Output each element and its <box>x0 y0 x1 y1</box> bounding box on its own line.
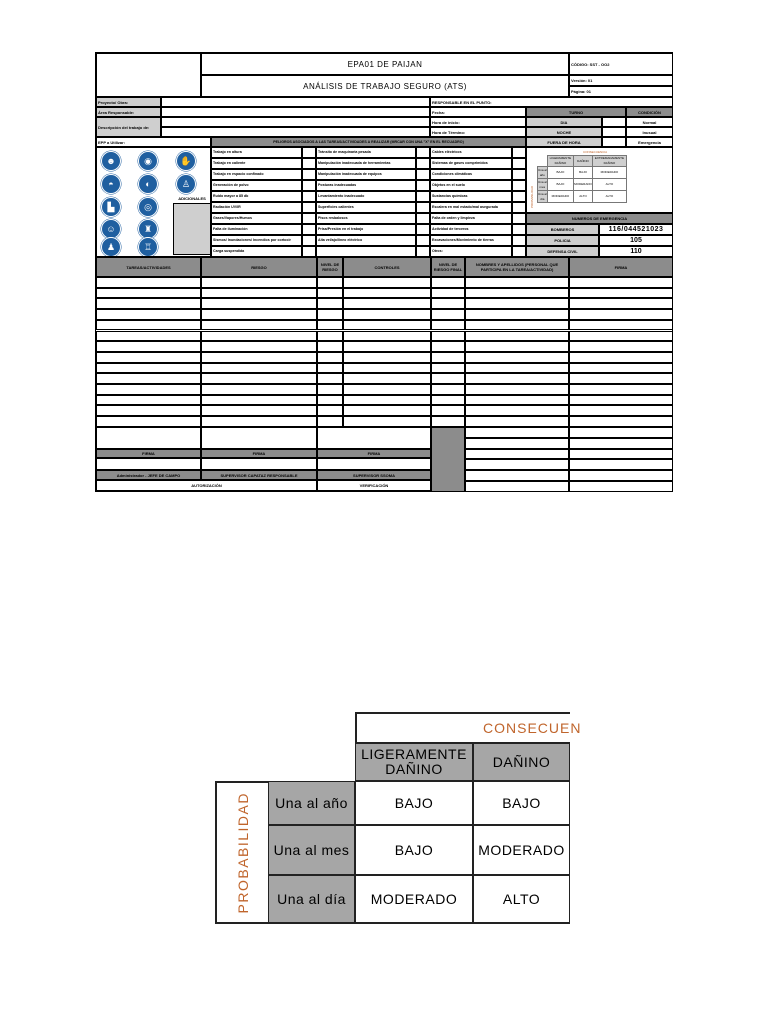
table-cell[interactable] <box>317 331 343 342</box>
adicionales-label: ADICIONALES <box>178 195 206 201</box>
table-cell[interactable] <box>431 405 465 416</box>
ear-protection-icon: ◐ <box>138 174 158 194</box>
hazard-check[interactable] <box>302 169 316 180</box>
hazard-label: Manipulación inadecuada de herramientas <box>316 158 416 169</box>
table-cell[interactable] <box>343 395 431 406</box>
emergency-number: 110 <box>599 246 673 257</box>
hazard-check[interactable] <box>302 191 316 202</box>
emergency-name: BOMBEROS <box>526 224 599 235</box>
turno-night: NOCHE <box>526 127 602 137</box>
participant-cell[interactable] <box>465 427 569 438</box>
mini-cell: ALTO <box>592 191 626 203</box>
table-cell[interactable] <box>317 416 343 427</box>
participant-cell[interactable] <box>465 449 569 460</box>
hazard-check[interactable] <box>512 169 526 180</box>
hazard-check[interactable] <box>512 202 526 213</box>
description-field-2[interactable] <box>161 127 430 137</box>
table-cell[interactable] <box>465 352 569 363</box>
hazard-label: Falta de iluminación <box>211 224 302 235</box>
signature-box-1[interactable] <box>96 427 201 449</box>
emergency-name: DEFENSA CIVIL <box>526 246 599 257</box>
table-cell[interactable] <box>343 405 431 416</box>
form-code: CÓDIGO: SST - OO2 <box>569 53 673 75</box>
table-cell[interactable] <box>96 352 201 363</box>
hazard-label: Sustancias químicas <box>430 191 512 202</box>
mini-cell: ALTO <box>574 191 593 203</box>
table-cell[interactable] <box>465 309 569 320</box>
table-cell[interactable] <box>465 298 569 309</box>
hazard-label: Condiciones climáticas <box>430 169 512 180</box>
table-cell[interactable] <box>569 416 673 427</box>
hazard-label: Superficies calientes <box>316 202 416 213</box>
adicionales-box <box>173 203 211 255</box>
table-cell[interactable] <box>569 405 673 416</box>
table-cell[interactable] <box>96 363 201 374</box>
row-label: Una al mes <box>268 825 355 875</box>
responsible-label: RESPONSABLE EN EL PUNTO: <box>430 97 673 107</box>
hard-hat-icon: ◓ <box>101 174 121 194</box>
table-cell[interactable] <box>465 331 569 342</box>
table-cell[interactable] <box>569 384 673 395</box>
blank <box>96 458 201 470</box>
table-cell[interactable] <box>569 395 673 406</box>
hazard-check[interactable] <box>512 213 526 224</box>
table-cell[interactable] <box>569 331 673 342</box>
gloves-icon: ✋ <box>176 151 196 171</box>
harness-icon: ☺ <box>101 219 121 239</box>
hazard-label: Excavaciones/Movimiento de tierras <box>430 235 512 246</box>
hazard-check[interactable] <box>302 235 316 246</box>
emergency-number: 116/044521023 <box>599 224 673 235</box>
table-cell[interactable] <box>343 288 431 299</box>
table-cell[interactable] <box>96 331 201 342</box>
col-risk: RIESGO <box>201 257 317 277</box>
firma-label: FIRMA <box>201 449 317 458</box>
face-shield-icon: ◎ <box>138 197 158 217</box>
table-cell[interactable] <box>431 363 465 374</box>
participant-cell[interactable] <box>569 481 673 492</box>
table-cell[interactable] <box>431 277 465 288</box>
mini-probability-label: PROBABILIDAD <box>530 185 534 208</box>
table-cell[interactable] <box>431 352 465 363</box>
col-final-risk: NIVEL DE RIESGO FINAL <box>431 257 465 277</box>
table-cell[interactable] <box>201 331 317 342</box>
table-cell[interactable] <box>465 395 569 406</box>
table-cell[interactable] <box>317 363 343 374</box>
hazard-check[interactable] <box>302 147 316 158</box>
hazard-label: Levantamiento inadecuado <box>316 191 416 202</box>
matrix-cell: BAJO <box>473 781 570 825</box>
hazard-label: Gases/Vapores/Humos <box>211 213 302 224</box>
table-cell[interactable] <box>343 416 431 427</box>
start-label: Hora de inicio: <box>430 117 526 127</box>
hazard-label: Actividad de terceros <box>430 224 512 235</box>
condition-head: CONDICIÓN <box>626 107 673 117</box>
turno-head: TURNO <box>526 107 626 117</box>
hazard-label: Objetos en el suelo <box>430 180 512 191</box>
mini-cell: BAJO <box>574 167 593 179</box>
matrix-cell: BAJO <box>355 781 473 825</box>
blank <box>317 458 431 470</box>
table-cell[interactable] <box>317 352 343 363</box>
hazard-label: Prisa/Presión en el trabajo <box>316 224 416 235</box>
turno-day-check[interactable] <box>602 117 626 127</box>
table-cell[interactable] <box>343 363 431 374</box>
table-cell[interactable] <box>465 320 569 331</box>
form-page: Página: 01 <box>569 86 673 97</box>
hazard-label: Alta vel/ajo/lineo eléctrico <box>316 235 416 246</box>
table-cell[interactable] <box>96 309 201 320</box>
mini-consequence-label: CONSECUENCIA <box>583 150 608 154</box>
table-cell[interactable] <box>465 405 569 416</box>
mini-cell: BAJO <box>547 179 573 191</box>
participant-cell[interactable] <box>569 459 673 470</box>
risk-matrix <box>215 712 582 924</box>
hazard-label: Trabajo en caliente <box>211 158 302 169</box>
table-cell[interactable] <box>431 309 465 320</box>
table-cell[interactable] <box>343 298 431 309</box>
table-cell[interactable] <box>465 373 569 384</box>
table-cell[interactable] <box>343 320 431 331</box>
form-title: EPA01 DE PAIJAN <box>201 53 569 75</box>
hazard-label: Generación de polvo <box>211 180 302 191</box>
table-cell[interactable] <box>465 384 569 395</box>
hazard-label: Cables eléctricos <box>430 147 512 158</box>
table-cell[interactable] <box>96 405 201 416</box>
mask-icon: ☻ <box>101 151 121 171</box>
condition-emergency: Emergencia <box>626 137 673 147</box>
role-admin: Administrador - JEFE DE CAMPO <box>96 470 201 480</box>
table-cell[interactable] <box>201 298 317 309</box>
mini-row-label: Una al año <box>538 167 547 177</box>
hazard-check[interactable] <box>302 180 316 191</box>
table-cell[interactable] <box>431 320 465 331</box>
probability-label: PROBABILIDAD <box>234 791 251 914</box>
table-cell[interactable] <box>431 384 465 395</box>
hazard-label: Pisos resbalosos <box>316 213 416 224</box>
turno-out-check[interactable] <box>602 137 626 147</box>
table-cell[interactable] <box>569 309 673 320</box>
hazard-label: Falta de orden y limpieza <box>430 213 512 224</box>
condition-normal: Normal <box>626 117 673 127</box>
hazard-label: Trabajo en altura <box>211 147 302 158</box>
signature-box-3[interactable] <box>317 427 431 449</box>
table-cell[interactable] <box>465 288 569 299</box>
table-cell[interactable] <box>431 331 465 342</box>
respirator-2-icon: ♖ <box>138 237 158 257</box>
hazard-label: Manipulación inadecuada de equipos <box>316 169 416 180</box>
hazard-check[interactable] <box>302 246 316 257</box>
table-cell[interactable] <box>431 416 465 427</box>
matrix-cell: MODERADO <box>473 825 570 875</box>
hazard-check[interactable] <box>416 224 430 235</box>
participant-cell[interactable] <box>569 449 673 460</box>
hazard-check[interactable] <box>416 158 430 169</box>
table-cell[interactable] <box>431 395 465 406</box>
table-cell[interactable] <box>431 373 465 384</box>
mini-head: EXTREMADAMENTE DAÑINO <box>592 156 626 167</box>
participant-cell[interactable] <box>465 438 569 449</box>
participant-cell[interactable] <box>569 470 673 481</box>
hazards-head: PELIGROS ASOCIADOS A LAS TAREAS/ACTIVIDADES A REALIZAR (MRCAR CON UNA "X" EN EL RECUADRO) <box>211 137 526 147</box>
table-cell[interactable] <box>96 277 201 288</box>
table-cell[interactable] <box>201 277 317 288</box>
participant-cell[interactable] <box>465 481 569 492</box>
area-field[interactable] <box>161 107 430 117</box>
matrix-cell: MODERADO <box>355 875 473 924</box>
table-cell[interactable] <box>96 298 201 309</box>
col-tasks: TAREAS/ACTIVIDADES <box>96 257 201 277</box>
hazard-label: Carga suspendida <box>211 246 302 257</box>
table-cell[interactable] <box>201 395 317 406</box>
table-cell[interactable] <box>465 363 569 374</box>
probability-axis <box>215 781 268 924</box>
hazard-check[interactable] <box>512 147 526 158</box>
mini-cell: MODERADO <box>547 191 573 203</box>
turno-out: FUERA DE HORA <box>526 137 602 147</box>
respirator-icon: ♜ <box>138 219 158 239</box>
table-cell[interactable] <box>465 277 569 288</box>
table-cell[interactable] <box>96 341 201 352</box>
table-cell[interactable] <box>201 309 317 320</box>
table-cell[interactable] <box>96 416 201 427</box>
table-cell[interactable] <box>201 320 317 331</box>
hazard-label: Tránsito de maquinaria pesada <box>316 147 416 158</box>
hazard-check[interactable] <box>416 169 430 180</box>
hazard-check[interactable] <box>416 246 430 257</box>
table-cell[interactable] <box>201 405 317 416</box>
col-names: NOMBRES Y APELLIDOS (PERSONAL QUE PARTICIPA EN LA TAREA/ACTIVIDAD) <box>465 257 569 277</box>
blank <box>201 458 317 470</box>
table-cell[interactable] <box>317 298 343 309</box>
participant-cell[interactable] <box>465 459 569 470</box>
mini-row-label: Una al mes <box>538 179 547 189</box>
participant-cell[interactable] <box>569 438 673 449</box>
col-signature: FIRMA <box>569 257 673 277</box>
area-label: Área Responsable: <box>96 107 161 117</box>
grey-block <box>431 427 465 492</box>
mini-risk-matrix <box>526 147 673 213</box>
col-head-ligeramente: LIGERAMENTE DAÑINO <box>355 743 473 781</box>
boots-icon: ▙ <box>101 197 121 217</box>
hazard-label: Sistemas de gases comprimidos <box>430 158 512 169</box>
row-label: Una al año <box>268 781 355 825</box>
table-cell[interactable] <box>201 288 317 299</box>
description-label: Descripción del trabajo de: <box>96 117 161 137</box>
hazard-check[interactable] <box>416 191 430 202</box>
table-cell[interactable] <box>343 384 431 395</box>
table-cell[interactable] <box>317 405 343 416</box>
description-field-1[interactable] <box>161 117 430 127</box>
table-cell[interactable] <box>343 341 431 352</box>
table-cell[interactable] <box>569 363 673 374</box>
turno-night-check[interactable] <box>602 127 626 137</box>
hazard-check[interactable] <box>416 202 430 213</box>
form-version: Versión: 01 <box>569 75 673 86</box>
table-cell[interactable] <box>96 288 201 299</box>
table-cell[interactable] <box>569 298 673 309</box>
table-cell[interactable] <box>569 373 673 384</box>
table-cell[interactable] <box>317 288 343 299</box>
mini-head: DAÑINO <box>574 156 593 167</box>
table-cell[interactable] <box>317 384 343 395</box>
table-cell[interactable] <box>96 373 201 384</box>
table-cell[interactable] <box>343 331 431 342</box>
table-cell[interactable] <box>201 416 317 427</box>
firma-label: FIRMA <box>317 449 431 458</box>
mini-row-label: Una al día <box>538 191 547 201</box>
project-field[interactable] <box>161 97 430 107</box>
hazard-check[interactable] <box>416 147 430 158</box>
form-subtitle: ANÁLISIS DE TRABAJO SEGURO (ATS) <box>201 75 569 97</box>
table-cell[interactable] <box>431 288 465 299</box>
matrix-cell: ALTO <box>473 875 570 924</box>
epp-label: EPP a Utilizar: <box>96 137 211 147</box>
table-cell[interactable] <box>201 384 317 395</box>
hazard-label: Otros: <box>430 246 512 257</box>
hazard-label: Escalera en mal estado/mal asegurada <box>430 202 512 213</box>
table-cell[interactable] <box>343 373 431 384</box>
emergency-number: 105 <box>599 235 673 246</box>
table-cell[interactable] <box>465 341 569 352</box>
row-label: Una al día <box>268 875 355 924</box>
hazard-check[interactable] <box>302 202 316 213</box>
hazard-label: Sismos/ Inundaciones/ Incendios por cortocir <box>211 235 302 246</box>
table-cell[interactable] <box>201 341 317 352</box>
table-cell[interactable] <box>317 320 343 331</box>
table-cell[interactable] <box>569 277 673 288</box>
signature-box-2[interactable] <box>201 427 317 449</box>
table-cell[interactable] <box>201 352 317 363</box>
table-cell[interactable] <box>201 373 317 384</box>
mini-cell: MODERADO <box>574 179 593 191</box>
hazard-check[interactable] <box>416 180 430 191</box>
hazard-check[interactable] <box>512 191 526 202</box>
table-cell[interactable] <box>569 341 673 352</box>
participant-cell[interactable] <box>465 470 569 481</box>
hazard-label: Trabajo en espacio confinado <box>211 169 302 180</box>
table-cell[interactable] <box>96 384 201 395</box>
table-cell[interactable] <box>317 277 343 288</box>
table-cell[interactable] <box>569 288 673 299</box>
autorizacion-label: AUTORIZACIÓN <box>96 480 317 491</box>
hazard-check[interactable] <box>512 235 526 246</box>
logo-box <box>96 53 201 97</box>
table-cell[interactable] <box>96 320 201 331</box>
table-cell[interactable] <box>317 373 343 384</box>
col-controls: CONTROLES <box>343 257 431 277</box>
table-cell[interactable] <box>317 341 343 352</box>
mini-cell: BAJO <box>547 167 573 179</box>
hazard-label: Ruido mayor a 85 db <box>211 191 302 202</box>
table-cell[interactable] <box>96 395 201 406</box>
verificacion-label: VERIFICACIÓN <box>317 480 431 491</box>
emergency-name: POLICIA <box>526 235 599 246</box>
table-cell[interactable] <box>431 341 465 352</box>
table-cell[interactable] <box>317 309 343 320</box>
hazard-label: Radiación UV/IR <box>211 202 302 213</box>
hazard-label <box>316 246 416 257</box>
hazard-check[interactable] <box>302 158 316 169</box>
date-label: Fecha: <box>430 107 526 117</box>
role-supervisor: SUPERVISOR CAPATAZ RESPONSABLE <box>201 470 317 480</box>
table-cell[interactable] <box>465 416 569 427</box>
table-cell[interactable] <box>569 320 673 331</box>
apron-icon: ♟ <box>101 237 121 257</box>
emergency-head: NUMEROS DE EMERGENCIA <box>526 213 673 224</box>
hazard-check[interactable] <box>416 235 430 246</box>
table-cell[interactable] <box>343 277 431 288</box>
matrix-cell: BAJO <box>355 825 473 875</box>
hazard-check[interactable] <box>302 213 316 224</box>
condition-unusual: Inusual <box>626 127 673 137</box>
mini-cell: MODERADO <box>592 167 626 179</box>
col-risk-level: NIVEL DE RIESGO <box>317 257 343 277</box>
hazard-check[interactable] <box>512 180 526 191</box>
participant-cell[interactable] <box>569 427 673 438</box>
turno-day: DIA <box>526 117 602 127</box>
consequence-header <box>355 712 582 743</box>
hazard-check[interactable] <box>512 246 526 257</box>
hazard-check[interactable] <box>302 224 316 235</box>
ats-form <box>95 52 673 492</box>
table-cell[interactable] <box>343 309 431 320</box>
table-cell[interactable] <box>201 363 317 374</box>
hazard-label: Posturas inadecuadas <box>316 180 416 191</box>
col-head-danino: DAÑINO <box>473 743 570 781</box>
table-cell[interactable] <box>343 352 431 363</box>
role-ssoma: SUPERVISOR SSOMA <box>317 470 431 480</box>
firma-label: FIRMA <box>96 449 201 458</box>
mini-cell: ALTO <box>592 179 626 191</box>
coverall-icon: ♙ <box>176 174 196 194</box>
hazard-check[interactable] <box>512 158 526 169</box>
end-label: Hora de Término: <box>430 127 526 137</box>
mini-head: LIGERAMENTE DAÑINO <box>547 156 573 167</box>
hazard-check[interactable] <box>416 213 430 224</box>
table-cell[interactable] <box>569 352 673 363</box>
project-label: Proyecto/ Obra: <box>96 97 161 107</box>
hazard-check[interactable] <box>512 224 526 235</box>
table-cell[interactable] <box>317 395 343 406</box>
table-cell[interactable] <box>431 298 465 309</box>
consequence-label: CONSECUEN <box>483 720 582 736</box>
goggles-icon: ◉ <box>138 151 158 171</box>
mini-matrix-table <box>537 155 627 203</box>
